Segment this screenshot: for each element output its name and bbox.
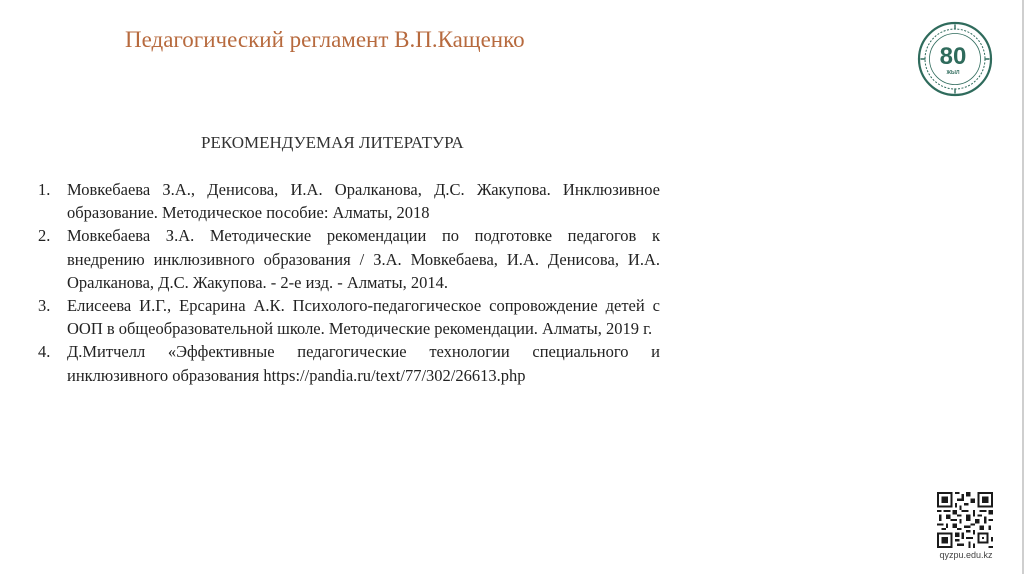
section-title: РЕКОМЕНДУЕМАЯ ЛИТЕРАТУРА [201,133,464,152]
seal-number: 80 [939,43,967,70]
reference-text: Елисеева И.Г., Ерсарина А.К. Психолого-педагогическое сопровождение детей с ООП в общеобразовательной школе. Методические рекомендации. Алматы, 2019 г. [67,296,660,339]
seal-year-label: ЖЫЛ [946,70,960,76]
reference-text: Д.Митчелл «Эффективные педагогические технологии специального и инклюзивного образования https://pandia.ru/text/77/302/26613.php [67,342,660,385]
anniversary-seal-icon [917,21,993,97]
reference-list [38,178,660,387]
reference-item-1 [38,178,660,224]
reference-text: Мовкебаева З.А., Денисова, И.А. Оралканова, Д.С. Жакупова. Инклюзивное образование. Методическое пособие: Алматы, 2018 [67,180,660,223]
reference-text: Мовкебаева З.А. Методические рекомендации по подготовке педагогов к внедрению инклюзивного образования / З.А. Мовкебаева, И.А. Денисова, И.А. Оралканова, Д.С. Жакупова. - 2-е изд. - Алматы, 2014. [67,226,660,292]
reference-item-4 [38,340,660,386]
page-title: Педагогический регламент В.П.Кащенко [125,27,525,52]
reference-number: 2. [38,226,51,246]
reference-number: 4. [38,342,51,362]
reference-item-2 [38,224,660,294]
reference-number: 3. [38,296,51,316]
reference-number: 1. [38,180,51,199]
qr-code-icon [937,492,993,548]
website-label: qyzpu.edu.kz [939,550,993,560]
reference-item-3 [38,294,660,340]
